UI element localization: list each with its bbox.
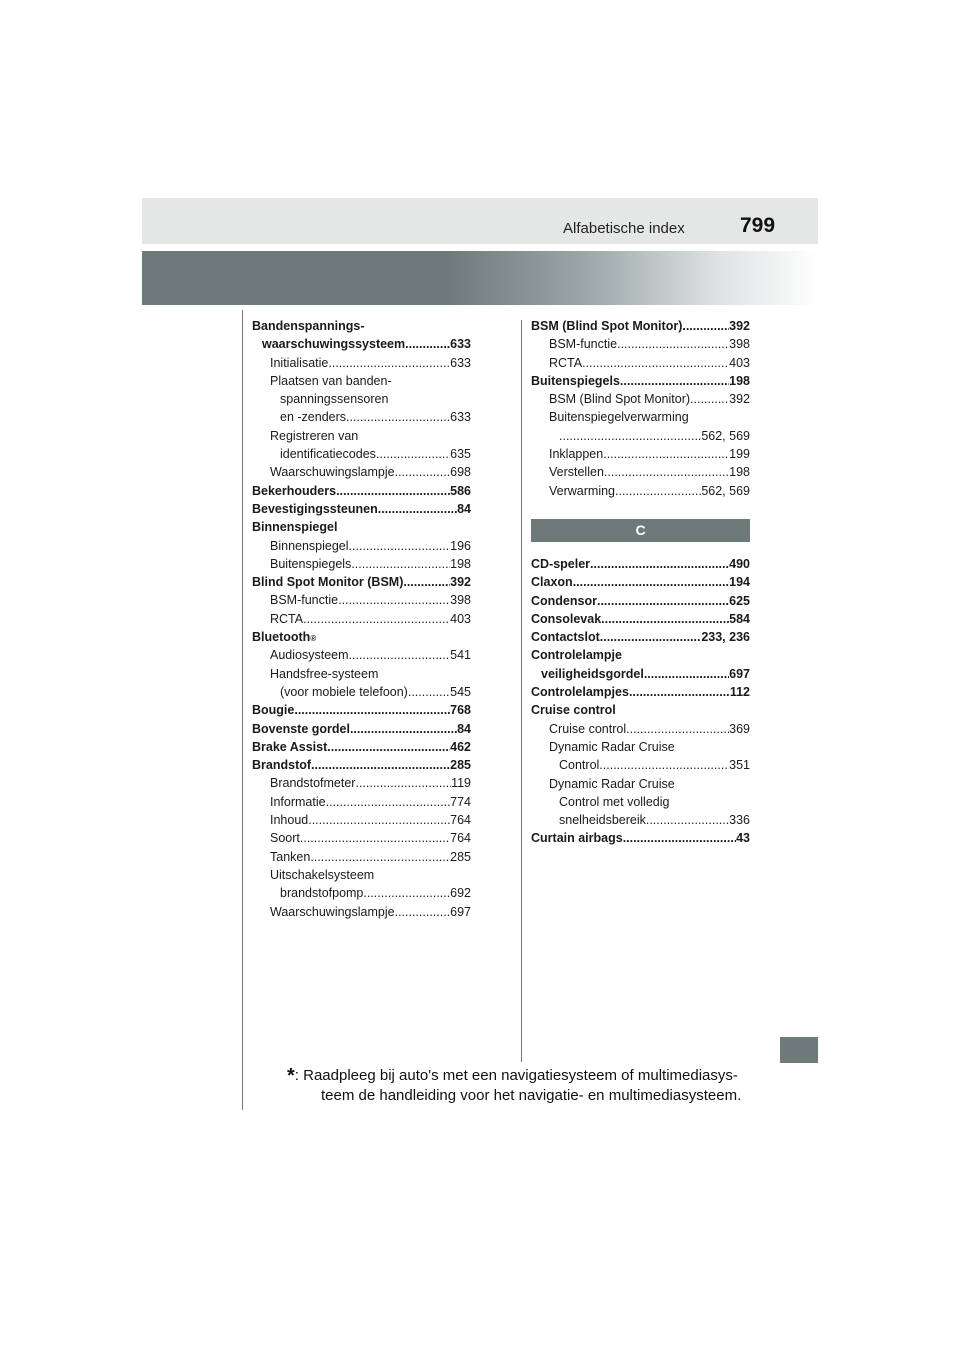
index-entry — [252, 372, 471, 390]
index-entry — [252, 555, 471, 573]
index-entry-term: Waarschuwingslampje — [270, 904, 395, 919]
index-entry — [252, 903, 471, 921]
index-entry-term: Verwarming — [549, 483, 615, 498]
index-entry-page: 398 — [729, 337, 750, 352]
dot-leader — [582, 354, 729, 372]
dot-leader — [310, 848, 450, 866]
index-group-c — [531, 555, 750, 848]
dot-leader — [328, 354, 450, 372]
index-entry — [252, 537, 471, 555]
dot-leader — [590, 555, 729, 573]
index-entry-term: Inklappen — [549, 447, 604, 462]
index-entry — [252, 408, 471, 426]
index-entry — [252, 610, 471, 628]
index-group-b — [531, 317, 750, 500]
index-entry — [252, 756, 471, 774]
footnote-line-1: : Raadpleeg bij auto's met een navigatiesysteem of multimediasys- — [294, 1067, 738, 1084]
index-entry-term: en -zenders — [280, 410, 347, 425]
index-entry-term: Consolevak — [531, 611, 602, 626]
index-entry — [531, 829, 750, 847]
dot-leader — [600, 628, 702, 646]
index-entry — [252, 848, 471, 866]
dot-leader — [682, 317, 729, 335]
index-entry-page: 764 — [450, 813, 471, 828]
index-entry-term: Audiosysteem — [270, 648, 349, 663]
index-entry-page: 285 — [450, 849, 471, 864]
dot-leader — [690, 390, 729, 408]
index-entry-page: 698 — [450, 465, 471, 480]
index-entry-page: 633 — [450, 355, 471, 370]
index-entry — [252, 701, 471, 719]
index-entry-page: 633 — [450, 410, 471, 425]
index-entry-page: 392 — [729, 392, 750, 407]
index-entry-page: 198 — [729, 465, 750, 480]
index-entry — [531, 427, 750, 445]
dot-leader — [644, 665, 729, 683]
index-entry-page: 541 — [450, 648, 471, 663]
index-entry: Bluetooth ® — [252, 628, 471, 646]
index-entry-page: 43 — [736, 831, 750, 846]
index-column-left — [252, 317, 471, 921]
index-entry-page: 490 — [729, 556, 750, 571]
index-entry-page: 233, 236 — [701, 630, 750, 645]
index-entry — [531, 555, 750, 573]
index-entry-term: Verstellen — [549, 465, 604, 480]
index-entry-term: spanningssensoren — [280, 392, 389, 407]
dot-leader — [626, 720, 729, 738]
index-entry-term: snelheidsbereik — [559, 813, 646, 828]
index-entry-term: Bougie — [252, 703, 295, 718]
dot-leader — [350, 720, 457, 738]
dot-leader — [300, 829, 450, 847]
dot-leader — [346, 408, 450, 426]
index-entry-page: 635 — [450, 447, 471, 462]
index-entry — [531, 701, 750, 719]
index-entry-term: Buitenspiegels — [270, 556, 352, 571]
index-entry-term: Cruise control — [531, 703, 616, 718]
index-entry-page: 285 — [450, 758, 471, 773]
index-entry-term: Waarschuwingslampje — [270, 465, 395, 480]
index-entry — [531, 390, 750, 408]
index-entry-term: Control — [559, 758, 600, 773]
dot-leader — [308, 811, 450, 829]
index-entry — [252, 390, 471, 408]
index-entry — [252, 829, 471, 847]
index-entry-term: Brandstof — [252, 758, 312, 773]
index-entry-term: Claxon — [531, 575, 573, 590]
dot-leader — [599, 756, 729, 774]
section-letter-band: C — [531, 519, 750, 542]
index-entry — [252, 482, 471, 500]
index-entry-page: 194 — [729, 575, 750, 590]
index-entry-term: Binnenspiegel — [252, 520, 338, 535]
index-entry — [531, 354, 750, 372]
dot-leader — [355, 774, 451, 792]
left-margin-rule — [242, 310, 243, 1110]
section-title: Alfabetische index — [563, 220, 685, 237]
dot-leader — [338, 591, 450, 609]
index-entry-page: 398 — [450, 593, 471, 608]
dot-leader — [326, 793, 451, 811]
index-entry-page: 633 — [450, 337, 471, 352]
index-entry — [252, 665, 471, 683]
index-entry-page: 764 — [450, 831, 471, 846]
index-entry-page: 112 — [729, 685, 750, 700]
index-entry — [531, 738, 750, 756]
index-entry-page: 196 — [450, 538, 471, 553]
index-entry-page: 625 — [729, 593, 750, 608]
column-divider — [521, 320, 522, 1062]
dot-leader — [303, 610, 450, 628]
index-entry-term: Inhoud — [270, 813, 309, 828]
index-entry-term: Buitenspiegels — [531, 373, 620, 388]
footnote-line-2: teem de handleiding voor het navigatie- en multimediasysteem. — [321, 1087, 742, 1104]
index-entry — [531, 683, 750, 701]
index-entry — [531, 335, 750, 353]
index-entry — [252, 335, 471, 353]
index-entry — [531, 646, 750, 664]
index-entry-page: 369 — [729, 721, 750, 736]
index-entry — [531, 463, 750, 481]
index-entry-term: Blind Spot Monitor (BSM) — [252, 575, 404, 590]
index-entry-term: Tanken — [270, 849, 311, 864]
index-entry-page: 697 — [729, 666, 750, 681]
dot-leader — [403, 573, 450, 591]
index-entry — [531, 592, 750, 610]
index-entry-page: 545 — [450, 684, 471, 699]
dot-leader — [408, 683, 450, 701]
dot-leader — [294, 701, 450, 719]
index-entry-page: 403 — [450, 611, 471, 626]
index-entry-page: 84 — [457, 721, 471, 736]
dot-leader — [620, 372, 729, 390]
dot-leader — [311, 756, 450, 774]
index-entry-term: BSM (Blind Spot Monitor) — [549, 392, 691, 407]
index-entry-page: 392 — [729, 319, 750, 333]
index-entry — [252, 884, 471, 902]
dot-leader — [351, 555, 450, 573]
index-entry-term: veiligheidsgordel — [541, 666, 644, 681]
index-entry-term: BSM-functie — [549, 337, 618, 352]
index-entry-term: brandstofpomp — [280, 886, 364, 901]
index-entry-page: 198 — [450, 556, 471, 571]
index-entry — [531, 445, 750, 463]
index-entry-term: Bandenspannings- — [252, 319, 365, 333]
index-entry — [252, 720, 471, 738]
dot-leader — [623, 829, 736, 847]
index-entry — [252, 445, 471, 463]
dot-leader — [559, 427, 701, 445]
index-entry-page: 697 — [450, 904, 471, 919]
index-entry-term: Buitenspiegelverwarming — [549, 410, 689, 425]
index-thumb-tab — [780, 1037, 818, 1063]
index-entry-term: RCTA — [270, 611, 304, 626]
dot-leader — [349, 537, 451, 555]
decorative-gradient-bar — [142, 251, 818, 305]
index-entry-term: Contactslot — [531, 630, 600, 645]
index-entry-term: Bekerhouders — [252, 483, 337, 498]
index-entry-page: 562, 569 — [701, 428, 750, 443]
index-entry-term: Cruise control — [549, 721, 627, 736]
index-entry-term: Control met volledig — [559, 794, 670, 809]
index-entry-page: 351 — [729, 758, 750, 773]
index-entry — [252, 427, 471, 445]
index-entry — [531, 793, 750, 811]
index-entry — [252, 573, 471, 591]
index-entry — [252, 738, 471, 756]
dot-leader — [646, 811, 729, 829]
index-entry — [252, 354, 471, 372]
dot-leader — [573, 573, 729, 591]
index-entry — [252, 793, 471, 811]
dot-leader — [601, 610, 729, 628]
index-entry — [252, 811, 471, 829]
index-entry-page: 84 — [457, 501, 471, 516]
index-entry — [531, 628, 750, 646]
dot-leader — [597, 592, 729, 610]
index-entry-term: Initialisatie — [270, 355, 329, 370]
index-entry-term: Handsfree-systeem — [270, 666, 379, 681]
index-entry — [531, 775, 750, 793]
header-band — [142, 198, 818, 244]
index-entry — [531, 573, 750, 591]
index-entry-page: 586 — [450, 483, 471, 498]
index-entry-page: 198 — [729, 373, 750, 388]
index-entry-page: 584 — [729, 611, 750, 626]
dot-leader — [405, 335, 450, 353]
index-entry — [252, 591, 471, 609]
index-entry-term: Brake Assist — [252, 739, 328, 754]
index-entry-term: Dynamic Radar Cruise — [549, 739, 675, 754]
index-entry-term: Binnenspiegel — [270, 538, 349, 553]
index-entry-page: 768 — [450, 703, 471, 718]
dot-leader — [336, 482, 450, 500]
index-entry — [531, 720, 750, 738]
index-entry — [252, 774, 471, 792]
dot-leader — [378, 500, 457, 518]
index-entry — [252, 683, 471, 701]
footnote — [287, 1066, 749, 1106]
index-entry — [252, 317, 471, 335]
index-entry — [531, 317, 750, 335]
index-entry-term: identificatiecodes — [280, 447, 376, 462]
index-entry-page: 199 — [729, 447, 750, 462]
dot-leader — [363, 884, 450, 902]
dot-leader — [617, 335, 729, 353]
index-entry-term: BSM-functie — [270, 593, 339, 608]
dot-leader — [629, 683, 730, 701]
index-entry — [531, 665, 750, 683]
index-entry-term: Bevestigingssteunen — [252, 501, 378, 516]
index-entry — [531, 408, 750, 426]
index-entry-term: Registreren van — [270, 428, 359, 443]
index-entry-term: Soort — [270, 831, 300, 846]
index-entry-page: 392 — [450, 575, 471, 590]
index-entry — [252, 500, 471, 518]
index-entry-term: Plaatsen van banden- — [270, 373, 392, 388]
index-entry — [252, 866, 471, 884]
index-entry-page: 119 — [451, 776, 471, 791]
footnote-marker: * — [287, 1065, 295, 1087]
index-entry-page: 562, 569 — [701, 483, 750, 498]
index-entry — [531, 482, 750, 500]
dot-leader — [615, 482, 701, 500]
dot-leader — [395, 903, 451, 921]
dot-leader — [604, 463, 729, 481]
dot-leader — [376, 445, 450, 463]
index-entry-page: 462 — [450, 739, 471, 754]
index-entry-term: Curtain airbags — [531, 831, 623, 846]
index-entry-term: RCTA — [549, 355, 583, 370]
index-entry-page: 336 — [729, 813, 750, 828]
dot-leader — [395, 463, 451, 481]
index-entry-term: Controlelampje — [531, 648, 622, 663]
index-entry — [531, 610, 750, 628]
index-entry-term: (voor mobiele telefoon) — [280, 684, 408, 699]
dot-leader — [327, 738, 450, 756]
index-entry-page: 403 — [729, 355, 750, 370]
index-entry — [531, 811, 750, 829]
dot-leader — [349, 646, 451, 664]
index-entry-term: Brandstofmeter — [270, 776, 356, 791]
index-entry-term: BSM (Blind Spot Monitor) — [531, 319, 683, 333]
index-entry — [252, 518, 471, 536]
index-entry-term: Bluetooth — [252, 630, 311, 645]
index-entry-term: Dynamic Radar Cruise — [549, 776, 675, 791]
index-entry — [252, 463, 471, 481]
index-entry-term: Uitschakelsysteem — [270, 867, 375, 882]
index-entry-page: 692 — [450, 886, 471, 901]
index-entry-term: CD-speler — [531, 556, 591, 571]
dot-leader — [603, 445, 729, 463]
index-column-right — [531, 317, 750, 848]
index-entry — [531, 756, 750, 774]
index-entry-page: 774 — [450, 794, 471, 809]
index-entry-term: waarschuwingssysteem — [262, 337, 406, 352]
page-number: 799 — [740, 214, 776, 237]
index-entry-term: Condensor — [531, 593, 597, 608]
index-entry — [531, 372, 750, 390]
index-entry-term: Informatie — [270, 794, 326, 809]
index-entry — [252, 646, 471, 664]
index-entry-term: Bovenste gordel — [252, 721, 350, 736]
index-entry-term: Controlelampjes — [531, 685, 629, 700]
